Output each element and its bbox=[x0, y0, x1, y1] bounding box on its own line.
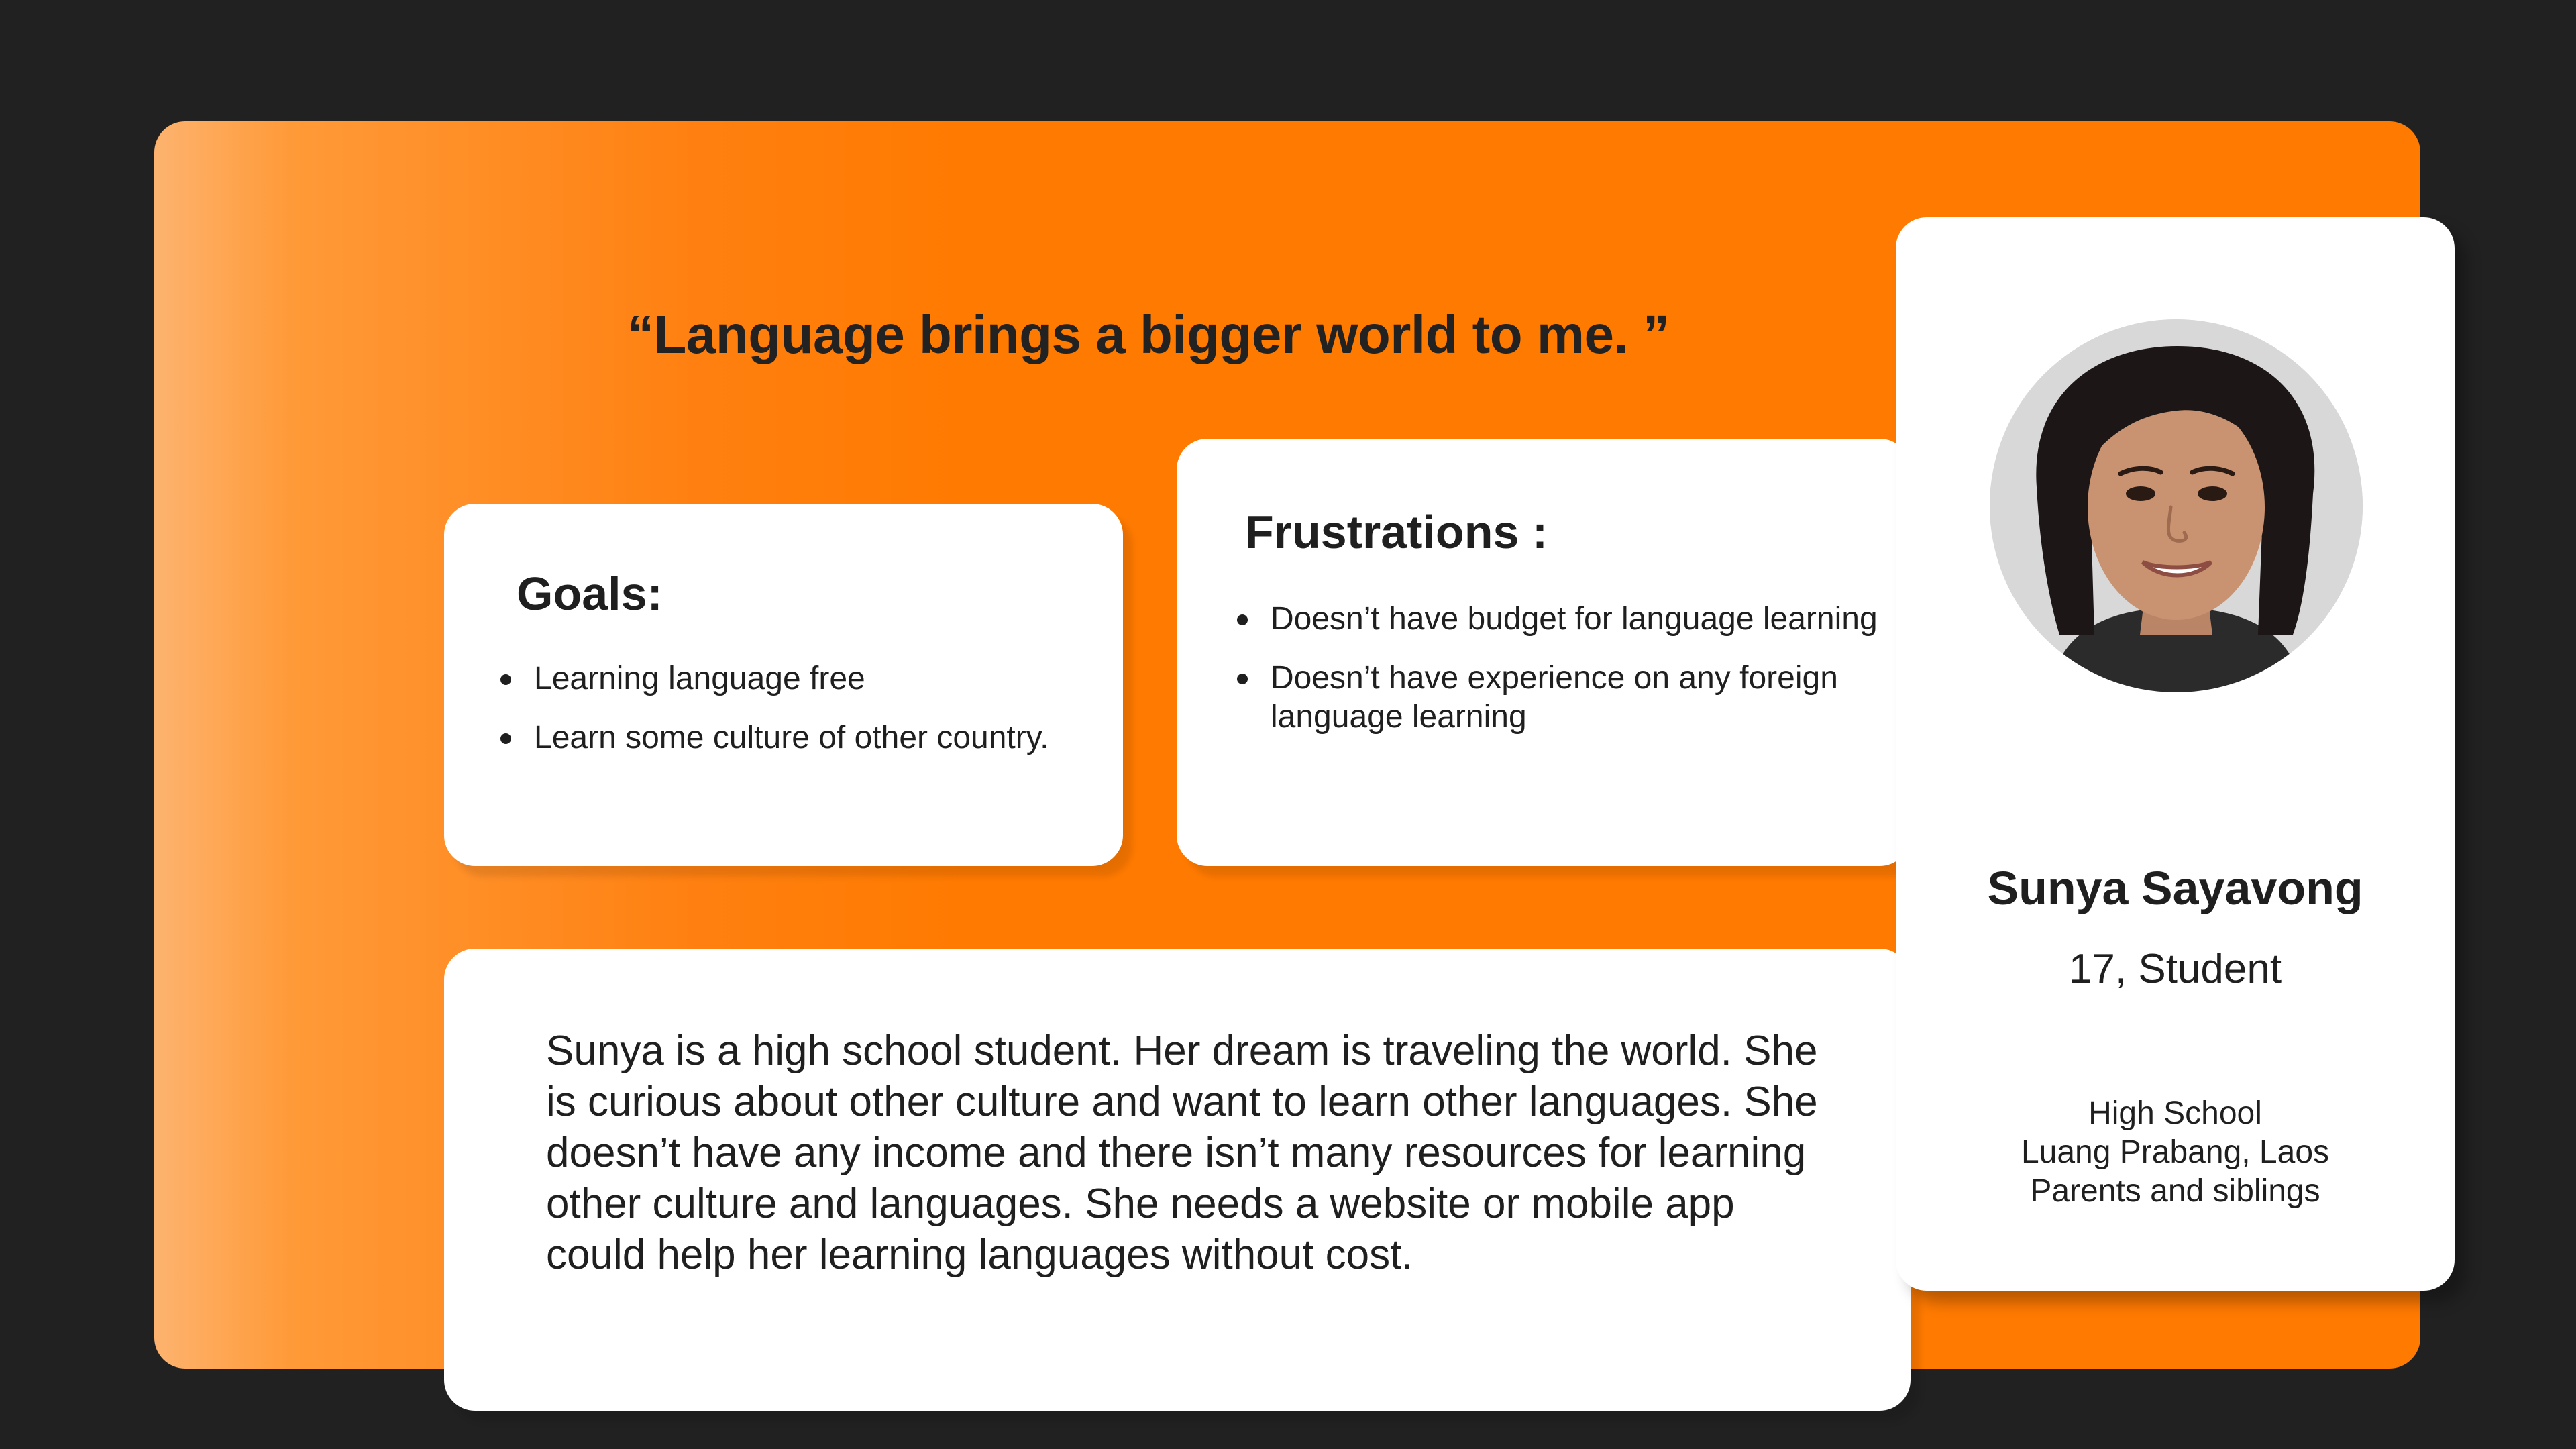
profile-details bbox=[1896, 1094, 2455, 1211]
frustration-item-text: Doesn’t have experience on any foreign language learning bbox=[1271, 660, 1838, 735]
avatar-right-eye bbox=[2198, 486, 2227, 501]
frustration-item bbox=[1237, 659, 1881, 737]
goals-card bbox=[444, 504, 1123, 866]
bullet-dot-icon bbox=[500, 733, 511, 744]
profile-detail-school: High School bbox=[2088, 1095, 2262, 1131]
frustration-item-text: Doesn’t have budget for language learning bbox=[1271, 601, 1878, 637]
frustration-item bbox=[1237, 600, 1881, 639]
goal-item-text: Learning language free bbox=[534, 661, 865, 696]
profile-name: Sunya Sayavong bbox=[1987, 862, 2363, 914]
goal-item bbox=[500, 718, 1104, 757]
persona-quote: “Language brings a bigger world to me. ” bbox=[627, 305, 1670, 364]
frustrations-heading: Frustrations : bbox=[1245, 506, 1548, 558]
profile-detail-location: Luang Prabang, Laos bbox=[2021, 1134, 2330, 1170]
bullet-dot-icon bbox=[1237, 614, 1248, 625]
profile-card bbox=[1896, 217, 2455, 1291]
frustrations-card bbox=[1177, 439, 1911, 866]
goals-list bbox=[500, 659, 1104, 777]
frustrations-list bbox=[1237, 600, 1881, 757]
bio-card bbox=[444, 949, 1911, 1411]
goals-heading: Goals: bbox=[517, 568, 663, 620]
bullet-dot-icon bbox=[500, 674, 511, 685]
avatar-photo-icon bbox=[1990, 319, 2363, 692]
profile-detail-family: Parents and siblings bbox=[2030, 1173, 2320, 1209]
avatar-illustration bbox=[1990, 319, 2363, 692]
goal-item bbox=[500, 659, 1104, 698]
bullet-dot-icon bbox=[1237, 674, 1248, 684]
bio-text: Sunya is a high school student. Her dream is traveling the world. She is curious about other culture and want to learn other languages. She doesn’t have any income and there isn’t many resources for learning other culture and languages. She needs a website or mobile app could help her learning languages without cost. bbox=[546, 1028, 1818, 1278]
avatar-left-eye bbox=[2126, 486, 2155, 501]
profile-age-role: 17, Student bbox=[2068, 946, 2282, 992]
goal-item-text: Learn some culture of other country. bbox=[534, 720, 1049, 755]
